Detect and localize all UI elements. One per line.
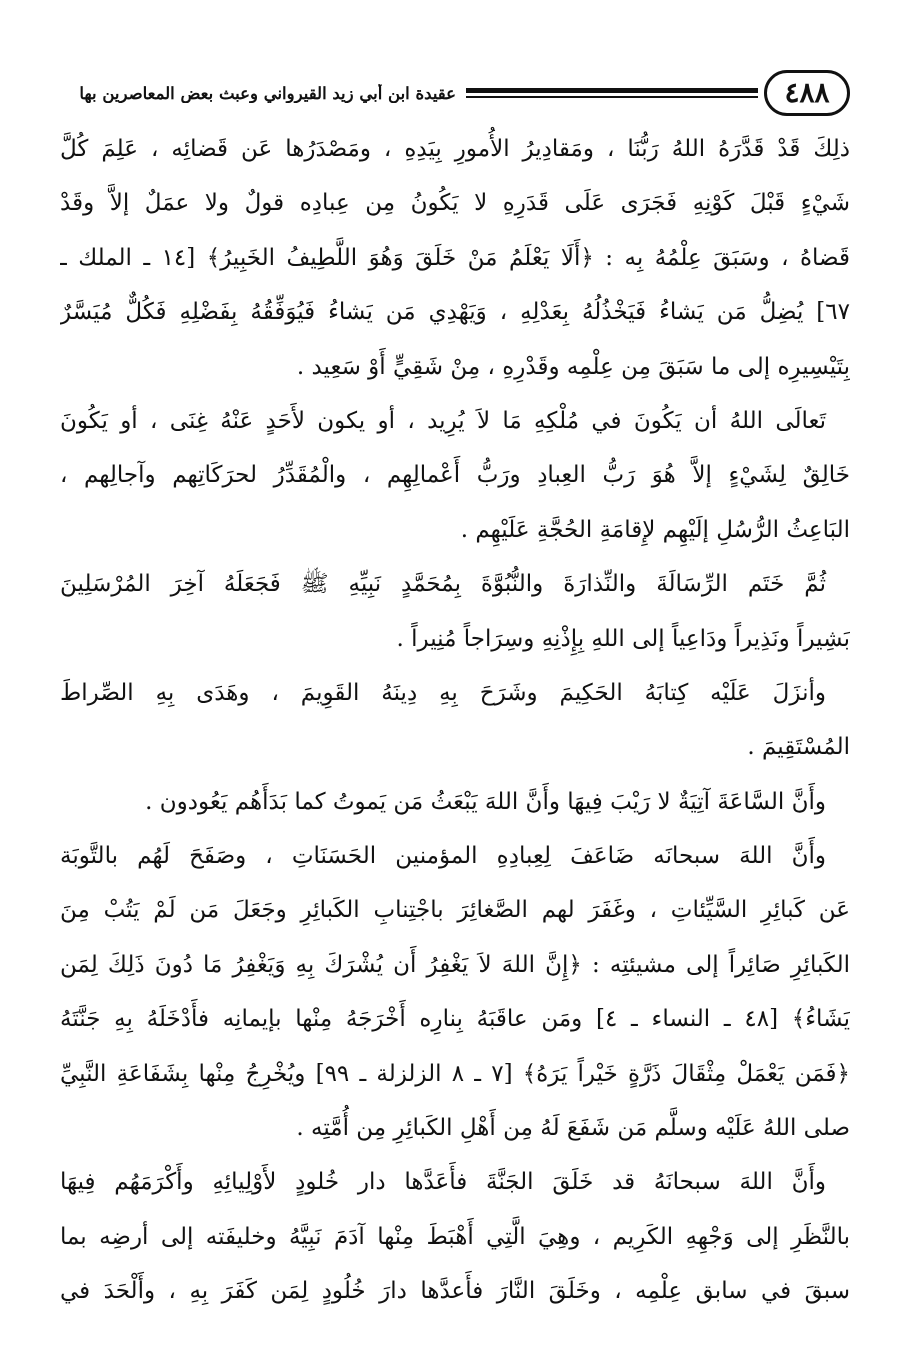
text-line: عَن كَبائِرِ السَّيِّئاتِ ، وغَفَرَ لهم الصَّغائِرَ باجْتِنابِ الكَبائِرِ وجَعَلَ مَن لَمْ يَتُبْ مِنَ: [60, 897, 850, 924]
paragraph: [60, 122, 850, 394]
text-line: بالنَّظَرِ إلى وَجْهِهِ الكَرِيم ، وهِيَ الَّتِي أَهْبَطَ مِنْها آدَمَ نَبِيَّهُ وخليفَته إلى أرضِه بما: [60, 1223, 850, 1250]
paragraph: [60, 557, 850, 666]
text-line: ﴿فَمَن يَعْمَلْ مِثْقَالَ ذَرَّةٍ خَيْراً يَرَهُ﴾ [٧ ـ ٨ الزلزلة ـ ٩٩] ويُخْرِجُ مِنْها بِشَفَاعَةِ النَّبِيِّ: [60, 1060, 850, 1087]
page-header: [60, 68, 850, 118]
text-line: صلى اللهُ عَلَيْه وسلَّم مَن شَفَعَ لَهُ مِن أَهْلِ الكَبائِرِ مِن أُمَّتِه .: [296, 1115, 850, 1142]
text-line: وأَنَّ اللهَ سبحانَه ضَاعَفَ لِعِبادِهِ المؤمنين الحَسَنَاتِ ، وصَفَحَ لَهُم بالتَّوبَة: [60, 843, 826, 870]
text-line: شَيْءٍ قَبْلَ كَوْنِهِ فَجَرَى عَلَى قَدَرِهِ لا يَكُونُ مِن عِبادِه قولٌ ولا عمَلٌ إلاَّ وقَدْ: [60, 190, 850, 217]
text-line: بَشِيراً ونَذِيراً ودَاعِياً إلى اللهِ بِإِذْنِهِ وسِرَاجاً مُنِيراً .: [396, 625, 850, 652]
text-line: سبقَ في سابق عِلْمِه ، وخَلَقَ النَّارَ فأَعدَّها دارَ خُلُودٍ لِمَن كَفَرَ بِهِ ، وأَلْحَدَ في: [60, 1278, 850, 1305]
text-line: بِتَيْسِيرِه إلى ما سَبَقَ مِن عِلْمِه وقَدْرِهِ ، مِنْ شَقِيٍّ أَوْ سَعِيد .: [296, 353, 850, 380]
text-line: وأَنَّ السَّاعَةَ آتِيَةٌ لا رَيْبَ فِيهَا وأَنَّ اللهَ يَبْعَثُ مَن يَموتُ كما بَدَأَهُم يَعُودون .: [145, 788, 826, 815]
text-line: خَالِقٌ لِشَيْءٍ إلاَّ هُوَ رَبُّ العِبادِ ورَبُّ أَعْمالِهِم ، والْمُقَدِّرُ لحرَكَاتِهم وآجالِهم ،: [60, 462, 850, 489]
running-title: عقيدة ابن أبي زيد القيرواني وعبث بعض المعاصرين بها: [79, 83, 456, 103]
text-line: ثُمَّ خَتَم الرِّسَالَةَ والنِّذارَةَ والنُّبُوَّةَ بِمُحَمَّدٍ نَبِيِّهِ ﷺ فَجَعَلَهُ آخِرَ المُرْسَلِينَ: [60, 571, 826, 598]
text-line: ٦٧] يُضِلُّ مَن يَشاءُ فَيَخْذُلُهُ بِعَدْلِهِ ، وَيَهْدِي مَن يَشاءُ فَيُوَفِّقُهُ بِفَضْلِهِ فَكُلٌّ مُيَسَّرٌ: [60, 299, 850, 326]
header-rule-thick: [466, 88, 758, 93]
paragraph: [60, 775, 850, 829]
paragraph: [60, 829, 850, 1155]
body-text: [60, 122, 850, 1319]
text-line: الكَبائِرِ صَائِراً إلى مشيئتِه : ﴿إِنَّ اللهَ لاَ يَغْفِرُ أَن يُشْرَكَ بِهِ وَيَغْفِرُ مَا دُونَ ذَلِكَ لِمَن: [60, 951, 850, 978]
text-line: قَضاهُ ، وسَبَقَ عِلْمُهُ بِه : ﴿أَلَا يَعْلَمُ مَنْ خَلَقَ وَهُوَ اللَّطِيفُ الخَبِيرُ﴾ [١٤ ـ الملك ـ: [60, 244, 850, 271]
text-line: المُسْتَقِيمَ .: [747, 734, 850, 761]
paragraph: [60, 666, 850, 775]
text-line: البَاعِثُ الرُّسُلِ إلَيْهِم لإِقامَةِ الحُجَّةِ عَلَيْهِم .: [460, 516, 850, 543]
paragraph: [60, 394, 850, 557]
text-line: ذلِكَ قَدْ قَدَّرَهُ اللهُ رَبُّنَا ، ومَقادِيرُ الأُمورِ بِيَدِهِ ، ومَصْدَرُها عَن قَضائِه ، عَلِمَ كُلَّ: [60, 136, 850, 162]
paragraph: [60, 1155, 850, 1318]
page-number-badge: ٤٨٨: [764, 70, 850, 116]
header-rule: [466, 88, 758, 98]
text-line: يَشَاءُ﴾ [٤٨ ـ النساء ـ ٤] ومَن عاقَبَهُ بِنارِه أَخْرَجَهُ مِنْها بإيمانِه فأَدْخَلَهُ بِهِ جَنَّتَهُ: [60, 1006, 850, 1033]
text-line: وأَنَّ اللهَ سبحانَهُ قد خَلَقَ الجَنَّةَ فأَعَدَّها دار خُلودٍ لأَوْلِيائِهِ وأَكْرَمَهُم فِيهَا: [60, 1169, 826, 1196]
header-rule-thin: [466, 96, 758, 98]
text-line: تَعالَى اللهُ أن يَكُونَ في مُلْكِهِ مَا لاَ يُرِيد ، أو يكون لأَحَدٍ عَنْهُ غِنَى ، أو يَكُونَ: [60, 407, 826, 434]
text-line: وأنزَلَ عَلَيْه كِتابَهُ الحَكِيمَ وشَرَحَ بِهِ دِينَهُ القَوِيمَ ، وهَدَى بِهِ الصِّراطَ: [60, 679, 826, 706]
